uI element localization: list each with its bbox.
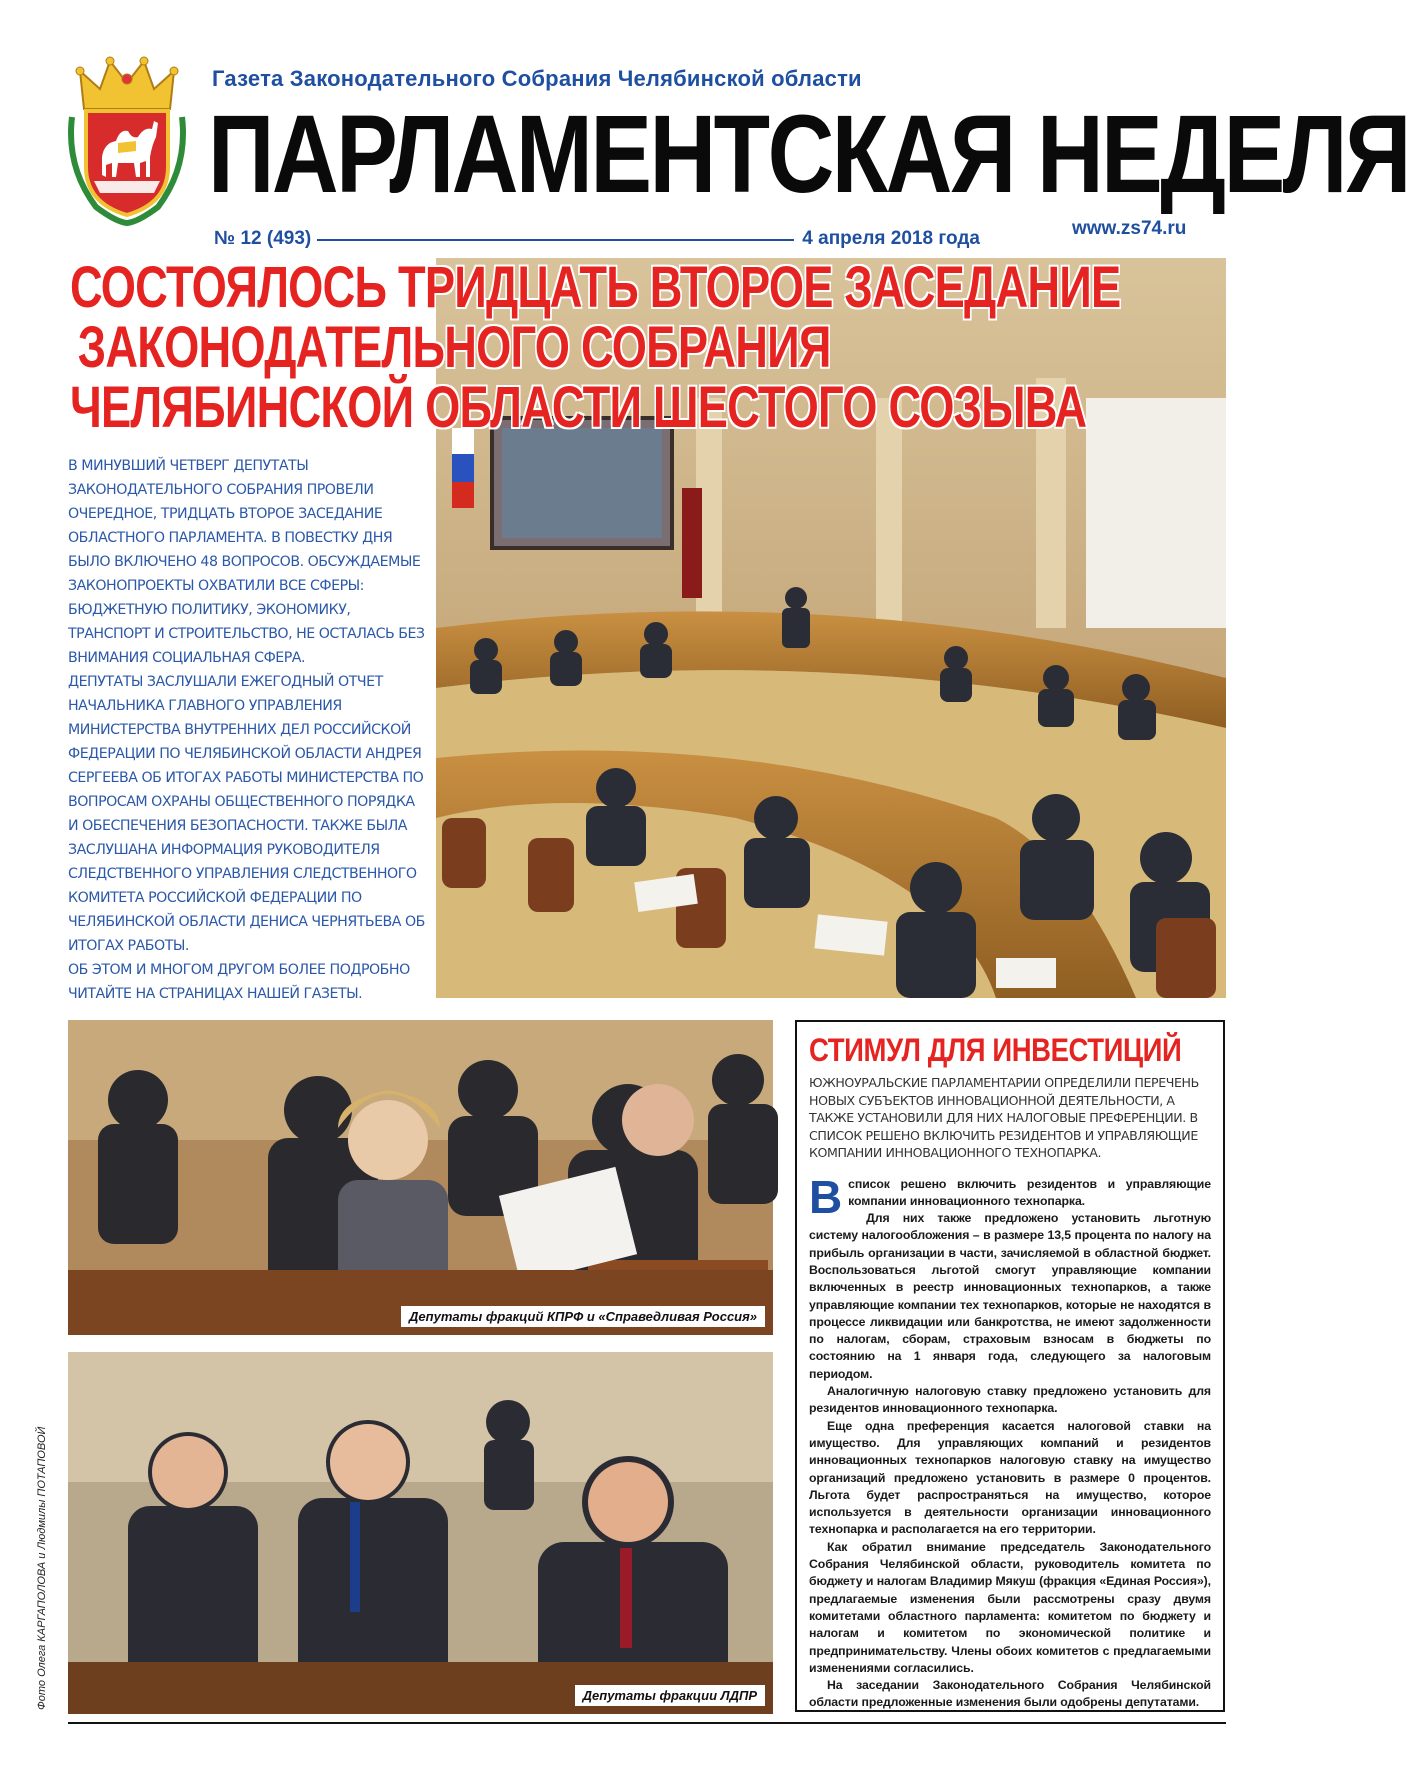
headline-line-2: ЗАКОНОДАТЕЛЬНОГО СОБРАНИЯ (77, 315, 831, 380)
bottom-rule (68, 1722, 1226, 1724)
intro-paragraph-1: В МИНУВШИЙ ЧЕТВЕРГ ДЕПУТАТЫ ЗАКОНОДАТЕЛЬНОГО СОБРАНИЯ ПРОВЕЛИ ОЧЕРЕДНОЕ, ТРИДЦАТЬ ВТОРОЕ ЗАСЕДАНИЕ ОБЛАСТНОГО ПАРЛАМЕНТА. В ПОВЕСТКУ ДНЯ БЫЛО ВКЛЮЧЕНО 48 ВОПРОСОВ. ОБСУЖДАЕМЫЕ ЗАКОНОПРОЕКТЫ ОХВАТИЛИ ВСЕ СФЕРЫ: БЮДЖЕТНУЮ ПОЛИТИКУ, ЭКОНОМИКУ, ТРАНСПОРТ И СТРОИТЕЛЬСТВО, НЕ ОСТАЛАСЬ БЕЗ ВНИМАНИЯ СОЦИАЛЬНАЯ СФЕРА. (68, 458, 425, 666)
intro-paragraph-2: ДЕПУТАТЫ ЗАСЛУШАЛИ ЕЖЕГОДНЫЙ ОТЧЕТ НАЧАЛЬНИКА ГЛАВНОГО УПРАВЛЕНИЯ МИНИСТЕРСТВА ВНУТРЕННИХ ДЕЛ РОССИЙСКОЙ ФЕДЕРАЦИИ ПО ЧЕЛЯБИНСКОЙ ОБЛАСТИ АНДРЕЯ СЕРГЕЕВА ОБ ИТОГАХ РАБОТЫ МИНИСТЕРСТВА ПО ВОПРОСАМ ОХРАНЫ ОБЩЕСТВЕННОГО ПОРЯДКА И ОБЕСПЕЧЕНИЯ БЕЗОПАСНОСТИ. ТАКЖЕ БЫЛА ЗАСЛУШАНА ИНФОРМАЦИЯ РУКОВОДИТЕЛЯ СЛЕДСТВЕННОГО УПРАВЛЕНИЯ СЛЕДСТВЕННОГО КОМИТЕТА РОССИЙСКОЙ ФЕДЕРАЦИИ ПО ЧЕЛЯБИНСКОЙ ОБЛАСТИ ДЕНИСА ЧЕРНЯТЬЕВА ОБ ИТОГАХ РАБОТЫ. (68, 674, 425, 954)
chelyabinsk-coat-of-arms-icon (66, 57, 188, 225)
photo-credit: Фото Олега КАРГАПОЛОВА и Людмилы ПОТАПОВОЙ (36, 1426, 48, 1710)
photo-kprf-deputies (68, 1020, 773, 1335)
article-title: СТИМУЛ ДЛЯ ИНВЕСТИЦИЙ (809, 1032, 1182, 1068)
article-body (809, 1170, 1211, 1712)
article-paragraph-6: На заседании Законодательного Собрания Челябинской области предложенные изменения были одобрены депутатами. (809, 1678, 1211, 1710)
article-box (795, 1020, 1225, 1712)
main-headline (70, 255, 1250, 440)
headline-line-1: СОСТОЯЛОСЬ ТРИДЦАТЬ ВТОРОЕ ЗАСЕДАНИЕ (70, 255, 1121, 320)
article-lead: ЮЖНОУРАЛЬСКИЕ ПАРЛАМЕНТАРИИ ОПРЕДЕЛИЛИ ПЕРЕЧЕНЬ НОВЫХ СУБЪЕКТОВ ИННОВАЦИОННОЙ ДЕЯТЕЛЬНОСТИ, А ТАКЖЕ УСТАНОВИЛИ ДЛЯ НИХ НАЛОГОВЫЕ ПРЕФЕРЕНЦИИ. В СПИСОК РЕШЕНО ВКЛЮЧИТЬ РЕЗИДЕНТОВ И УПРАВЛЯЮЩИЕ КОМПАНИИ ИННОВАЦИОННОГО ТЕХНОПАРКА. (809, 1075, 1199, 1160)
photo-caption-ldpr: Депутаты фракции ЛДПР (575, 1685, 765, 1706)
issue-date: 4 апреля 2018 года (794, 228, 980, 250)
issue-line (214, 228, 980, 250)
article-paragraph-1-text: список решено включить резидентов и управляющие компании инновационного технопарка. (848, 1176, 1211, 1208)
photo-caption-kprf: Депутаты фракций КПРФ и «Справедливая Россия» (401, 1306, 765, 1327)
photo-ldpr-deputies (68, 1352, 773, 1714)
article-paragraph-5: Как обратил внимание председатель Законодательного Собрания Челябинской области, руководитель комитета по бюджету и налогам Владимир Мякуш (фракция «Единая Россия»), предлагаемые изменения были рассмотрены сразу двумя комитетами областного парламента: комитетом по бюджету и налогам и комитетом по экономической политике и предпринимательству. Члены обоих комитетов с предлагаемыми изменениями согласились. (809, 1539, 1211, 1675)
ldpr-photo-illustration (68, 1352, 773, 1714)
newspaper-subtitle: Газета Законодательного Собрания Челябинской области (212, 66, 862, 91)
intro-paragraph-3: ОБ ЭТОМ И МНОГОМ ДРУГОМ БОЛЕЕ ПОДРОБНО ЧИТАЙТЕ НА СТРАНИЦАХ НАШЕЙ ГАЗЕТЫ. (68, 962, 410, 1002)
issue-number: № 12 (493) (214, 228, 317, 250)
headline-line-3: ЧЕЛЯБИНСКОЙ ОБЛАСТИ ШЕСТОГО СОЗЫВА (70, 375, 1087, 440)
article-paragraph-1 (809, 1170, 1211, 1223)
article-paragraph-3: Аналогичную налоговую ставку предложено установить для резидентов инновационного технопарка. (809, 1384, 1211, 1416)
article-paragraph-2: Для них также предложено установить льготную систему налогообложения – в размере 13,5 процента по налогу на прибыль организации в части, зачисляемой в областной бюджет. Воспользоваться льготой смогут управляющие компании включенных в реестр инновационных технопарков, а также управляющие компании тех технопарков, которые не находятся в процессе ликвидации или банкротства, не имеют задолженности по налогам, сборам, страховым взносам в бюджеты по состоянию на 1 января года, следующего за налоговым периодом. (809, 1211, 1211, 1381)
article-paragraph-4: Еще одна преференция касается налоговой ставки на имущество. Для управляющих компаний и резидентов инновационных технопарков налоговую ставку на имущество организаций предложено установить в размере 0 процентов. Льгота будет распространяться на имущество, которое используется в деятельности организации инновационного технопарка и располагается на его территории. (809, 1418, 1211, 1537)
dropcap-letter: В (809, 1170, 843, 1223)
masthead-title-wrap (208, 93, 1409, 216)
deputies-photo-illustration (68, 1020, 773, 1335)
website-link[interactable]: www.zs74.ru (1072, 218, 1187, 239)
newspaper-title: ПАРЛАМЕНТСКАЯ НЕДЕЛЯ (208, 93, 1409, 216)
intro-text (68, 454, 428, 1006)
